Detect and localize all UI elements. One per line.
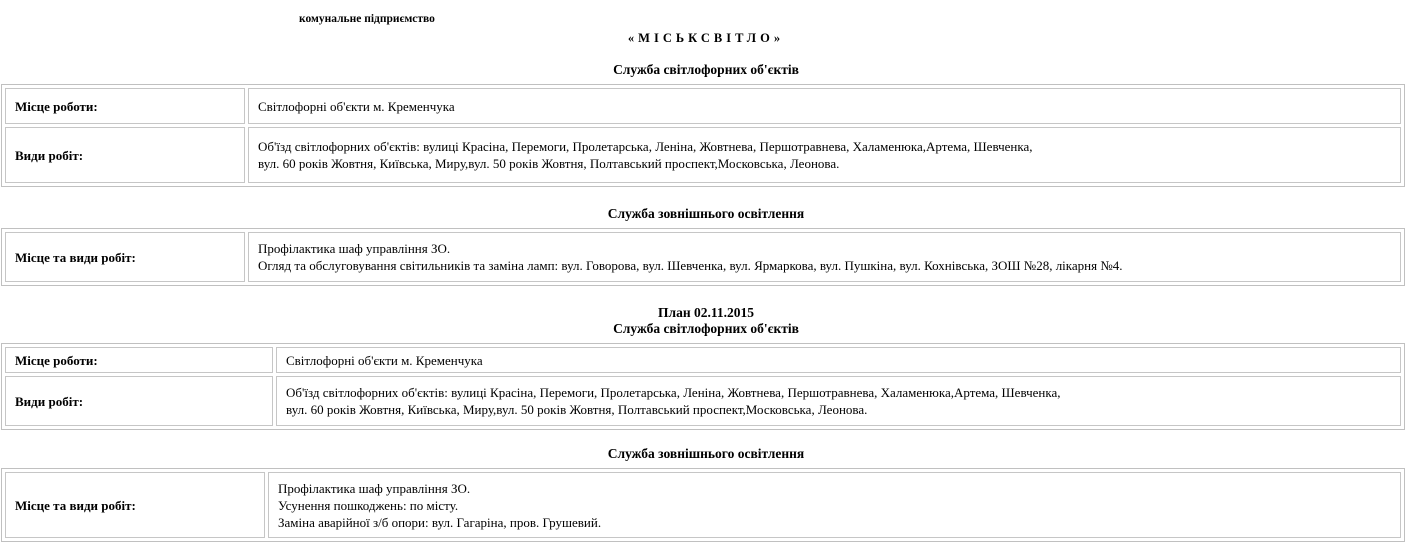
outdoor-lighting-table-1 <box>1 228 1405 286</box>
outdoor-lighting-table-2 <box>1 468 1405 542</box>
org-name-title: «МІСЬКСВІТЛО» <box>627 31 785 45</box>
work-types-value <box>276 376 1401 426</box>
table-row <box>5 127 1401 183</box>
section2-title: Служба зовнішнього освітлення <box>607 206 805 221</box>
value-line: вул. 60 років Жовтня, Київська, Миру,вул. 50 років Жовтня, Полтавський проспект,Московська, Леонова. <box>258 156 840 171</box>
value-line: Світлофорні об'єкти м. Кременчука <box>258 98 455 114</box>
work-place-label: Місце роботи: <box>5 88 245 124</box>
traffic-lights-table-1 <box>1 84 1405 187</box>
work-types-label: Види робіт: <box>5 376 273 426</box>
table-row <box>5 347 1401 373</box>
section3-title: Служба світлофорних об'єктів <box>613 321 799 336</box>
plan-date-title: План 02.11.2015 <box>658 305 754 320</box>
work-types-value <box>248 127 1401 183</box>
work-types-label: Види робіт: <box>5 127 245 183</box>
value-line: Огляд та обслуговування світильників та заміна ламп: вул. Говорова, вул. Шевченка, вул. Ярмаркова, вул. Пушкіна, вул. Кохнівська, ЗОШ №28, лікарня №4. <box>258 258 1123 273</box>
place-and-work-types-label: Місце та види робіт: <box>5 472 265 538</box>
org-type-line: комунальне підприємство <box>299 13 435 25</box>
value-line: Профілактика шаф управління ЗО. <box>278 480 471 496</box>
place-and-work-types-value <box>268 472 1401 538</box>
table-row <box>5 472 1401 538</box>
table-row <box>5 88 1401 124</box>
value-line: вул. 60 років Жовтня, Київська, Миру,вул. 50 років Жовтня, Полтавський проспект,Московська, Леонова. <box>286 402 868 417</box>
section1-title: Служба світлофорних об'єктів <box>613 62 799 77</box>
table-row <box>5 376 1401 426</box>
value-line: Об'їзд світлофорних об'єктів: вулиці Красіна, Перемоги, Пролетарська, Леніна, Жовтнева, Першотравнева, Халаменюка,Артема, Шевченка, <box>286 385 1061 400</box>
work-place-value <box>276 347 1401 373</box>
place-and-work-types-label: Місце та види робіт: <box>5 232 245 282</box>
section4-title: Служба зовнішнього освітлення <box>607 446 805 461</box>
traffic-lights-table-2 <box>1 343 1405 430</box>
work-place-label: Місце роботи: <box>5 347 273 373</box>
value-line: Профілактика шаф управління ЗО. <box>258 241 451 256</box>
value-line: Заміна аварійної з/б опори: вул. Гагаріна, пров. Грушевий. <box>278 514 602 530</box>
place-and-work-types-value <box>248 232 1401 282</box>
table-row <box>5 232 1401 282</box>
value-line: Усунення пошкоджень: по місту. <box>278 497 459 513</box>
value-line: Світлофорні об'єкти м. Кременчука <box>286 352 483 368</box>
work-place-value <box>248 88 1401 124</box>
value-line: Об'їзд світлофорних об'єктів: вулиці Красіна, Перемоги, Пролетарська, Леніна, Жовтнева, Першотравнева, Халаменюка,Артема, Шевченка, <box>258 139 1033 154</box>
